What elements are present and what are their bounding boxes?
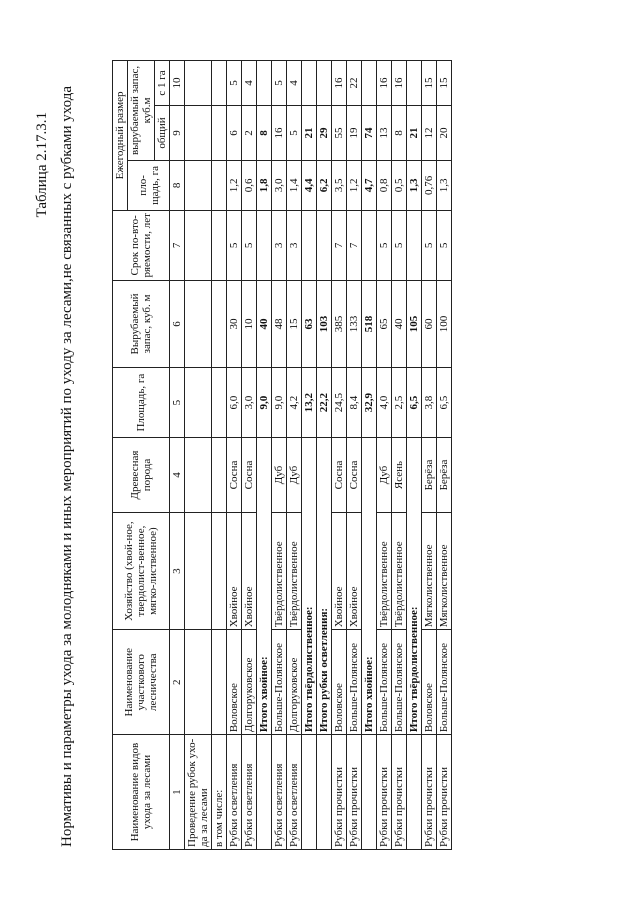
header-annual-stock: вырубаемый запас, куб.м [128,61,155,161]
cell-c6: 133 [347,280,362,367]
cell-c3: Твёрдолиственное [287,512,302,629]
cell-c6: 48 [272,280,287,367]
section-title: Проведение рубок ухо-да за лесами [185,735,212,850]
table-row [242,61,257,850]
column-number: 1 [170,735,185,850]
cell-c5: 6,5 [407,368,422,438]
cell-c3: Хвойное [242,512,257,629]
cell-c7: 3 [272,210,287,280]
cell-c3: Мягколиственное [437,512,452,629]
cell-c8: 1,8 [257,160,272,210]
cell-c9: 8 [392,106,407,161]
cell-c1: Рубки осветления [287,735,302,850]
cell-c9: 74 [362,106,377,161]
header-area: Площадь, га [113,368,170,438]
cell-c6: 63 [302,280,317,367]
cell-c9: 19 [347,106,362,161]
table-row [227,61,242,850]
subtotal-row [317,61,332,850]
cell-c5: 13,2 [302,368,317,438]
cell-c5: 9,0 [272,368,287,438]
table-row [347,61,362,850]
cell-c3: Твёрдолиственное [377,512,392,629]
cell-c10: 15 [437,61,452,106]
column-number: 2 [170,630,185,735]
cell-c8: 6,2 [317,160,332,210]
header-economy: Хозяйство (хвой-ное, твердолист-венное, мягко-лиственное) [113,512,170,629]
cell-c6: 518 [362,280,377,367]
table-title: Нормативы и параметры ухода за молодняками и иных мероприятий по уходу за лесами,не связанных с рубками ухода [59,85,75,847]
cell-c2: Больше-Полянское [377,630,392,735]
forest-care-table [112,60,452,850]
cell-c3: Хвойное [227,512,242,629]
cell-c5: 32,9 [362,368,377,438]
table-row [287,61,302,850]
column-number: 6 [170,280,185,367]
cell-c8: 3,5 [332,160,347,210]
cell-c8: 1,3 [437,160,452,210]
cell-c5: 24,5 [332,368,347,438]
cell-c6: 385 [332,280,347,367]
subtotal-row [257,61,272,850]
cell-c10: 16 [392,61,407,106]
cell-c1: Рубки осветления [227,735,242,850]
cell-c4: Сосна [242,438,257,513]
cell-c7 [407,210,422,280]
cell-c10: 5 [227,61,242,106]
cell-c6: 60 [422,280,437,367]
cell-c9: 16 [272,106,287,161]
cell-c7 [362,210,377,280]
cell-c10 [257,61,272,106]
header-per-ha: с 1 га [155,61,170,106]
cell-c3: Твёрдолиственное [272,512,287,629]
cell-c5: 3,8 [422,368,437,438]
cell-c4: Берёза [422,438,437,513]
cell-sub: Итого твёрдолиственное: [302,438,317,735]
cell-c4: Ясень [392,438,407,513]
cell-sub: Итого твёрдолиственное: [407,438,422,735]
cell-c2: Больше-Полянское [392,630,407,735]
cell-c6: 105 [407,280,422,367]
header-work-type: Наименование видов ухода за лесами [113,735,170,850]
column-number: 3 [170,512,185,629]
cell-c1: Рубки прочистки [422,735,437,850]
cell-c10 [407,61,422,106]
cell-c7: 3 [287,210,302,280]
column-number: 5 [170,368,185,438]
column-number: 8 [170,160,185,210]
cell-c8: 1,2 [227,160,242,210]
cell-c5: 22,2 [317,368,332,438]
cell-c9: 5 [287,106,302,161]
cell-c10 [317,61,332,106]
cell-c5: 9,0 [257,368,272,438]
cell-c2: Долгоруковское [242,630,257,735]
column-number: 9 [170,106,185,161]
cell-c3: Хвойное [332,512,347,629]
cell-c2: Воловское [227,630,242,735]
cell-c4: Берёза [437,438,452,513]
column-number-row [170,61,185,850]
cell-c5: 4,0 [377,368,392,438]
cell-c7: 5 [377,210,392,280]
cell-c7: 5 [422,210,437,280]
cell-c10 [362,61,377,106]
cell-c1: Рубки прочистки [437,735,452,850]
cell-c8: 0,8 [377,160,392,210]
cell-c3: Хвойное [347,512,362,629]
cell-c6: 10 [242,280,257,367]
cell-c6: 30 [227,280,242,367]
header-species: Древесная порода [113,438,170,513]
cell-c9: 29 [317,106,332,161]
cell-c9: 21 [302,106,317,161]
cell-c4: Сосна [227,438,242,513]
header-annual: Ежегодный размер [113,61,128,211]
cell-c1: Рубки прочистки [392,735,407,850]
cell-c7: 5 [242,210,257,280]
cell-c9: 21 [407,106,422,161]
cell-c10 [302,61,317,106]
cell-c5: 8,4 [347,368,362,438]
cell-c10: 15 [422,61,437,106]
header-annual-area: пло-щадь, га [128,160,170,210]
cell-c2: Больше-Полянское [272,630,287,735]
cell-c4: Дуб [377,438,392,513]
cell-c10: 22 [347,61,362,106]
cell-c9: 8 [257,106,272,161]
cell-c10: 16 [377,61,392,106]
header-period: Срок по-вто-ряемости, лет [113,210,170,280]
cell-c8: 0,6 [242,160,257,210]
cell-c8: 0,76 [422,160,437,210]
cell-c4: Дуб [287,438,302,513]
header-forestry: Наименование участкового лесничества [113,630,170,735]
table-row [272,61,287,850]
cell-c7: 7 [332,210,347,280]
cell-c7 [257,210,272,280]
cell-c6: 65 [377,280,392,367]
cell-c8: 3,0 [272,160,287,210]
cell-c9: 20 [437,106,452,161]
cell-c8: 1,4 [287,160,302,210]
table-row [437,61,452,850]
table-body [185,61,452,850]
cell-c2: Воловское [422,630,437,735]
cell-c1: Рубки осветления [242,735,257,850]
cell-c6: 40 [257,280,272,367]
cell-c2: Больше-Полянское [347,630,362,735]
subtotal-row [362,61,377,850]
cell-c5: 2,5 [392,368,407,438]
table-row [377,61,392,850]
table-caption: Таблица 2.17.3.1 [34,112,50,218]
cell-c2: Воловское [332,630,347,735]
cell-c8: 1,2 [347,160,362,210]
cell-c10: 4 [287,61,302,106]
cell-c6: 100 [437,280,452,367]
column-number: 7 [170,210,185,280]
cell-c7: 5 [227,210,242,280]
cell-c10: 5 [272,61,287,106]
cell-c10: 16 [332,61,347,106]
cell-c8: 4,4 [302,160,317,210]
subtotal-row [407,61,422,850]
cell-c2: Долгоруковское [287,630,302,735]
cell-c6: 103 [317,280,332,367]
cell-c9: 12 [422,106,437,161]
cell-c5: 6,0 [227,368,242,438]
cell-c3: Твёрдолиственное [392,512,407,629]
table-row [422,61,437,850]
table-row [392,61,407,850]
cell-c7: 5 [392,210,407,280]
cell-c9: 13 [377,106,392,161]
cell-sub: Итого рубки осветления: [317,438,332,735]
table-row [332,61,347,850]
cell-c8: 0,5 [392,160,407,210]
cell-c10: 4 [242,61,257,106]
cell-sub: Итого хвойное: [362,438,377,735]
cell-c9: 6 [227,106,242,161]
cell-c2: Больше-Полянское [437,630,452,735]
cell-sub: Итого хвойное: [257,438,272,735]
cell-c7 [302,210,317,280]
cell-c4: Сосна [347,438,362,513]
cell-c4: Дуб [272,438,287,513]
cell-c6: 40 [392,280,407,367]
column-number: 10 [170,61,185,106]
cell-c5: 3,0 [242,368,257,438]
cell-c7: 5 [437,210,452,280]
cell-c3: Мягколиственное [422,512,437,629]
cell-c8: 4,7 [362,160,377,210]
cell-c9: 55 [332,106,347,161]
header-stock: Вырубаемый запас, куб. м [113,280,170,367]
column-number: 4 [170,438,185,513]
cell-c4: Сосна [332,438,347,513]
cell-c1: Рубки прочистки [332,735,347,850]
including-label: в том числе: [212,735,227,850]
cell-c7 [317,210,332,280]
cell-c6: 15 [287,280,302,367]
cell-c1: Рубки прочистки [377,735,392,850]
cell-c9: 2 [242,106,257,161]
subtotal-row [302,61,317,850]
cell-c1: Рубки прочистки [347,735,362,850]
cell-c8: 1,3 [407,160,422,210]
header-total: общий [155,106,170,161]
cell-c1: Рубки осветления [272,735,287,850]
cell-c5: 4,2 [287,368,302,438]
cell-c5: 6,5 [437,368,452,438]
cell-c7: 7 [347,210,362,280]
